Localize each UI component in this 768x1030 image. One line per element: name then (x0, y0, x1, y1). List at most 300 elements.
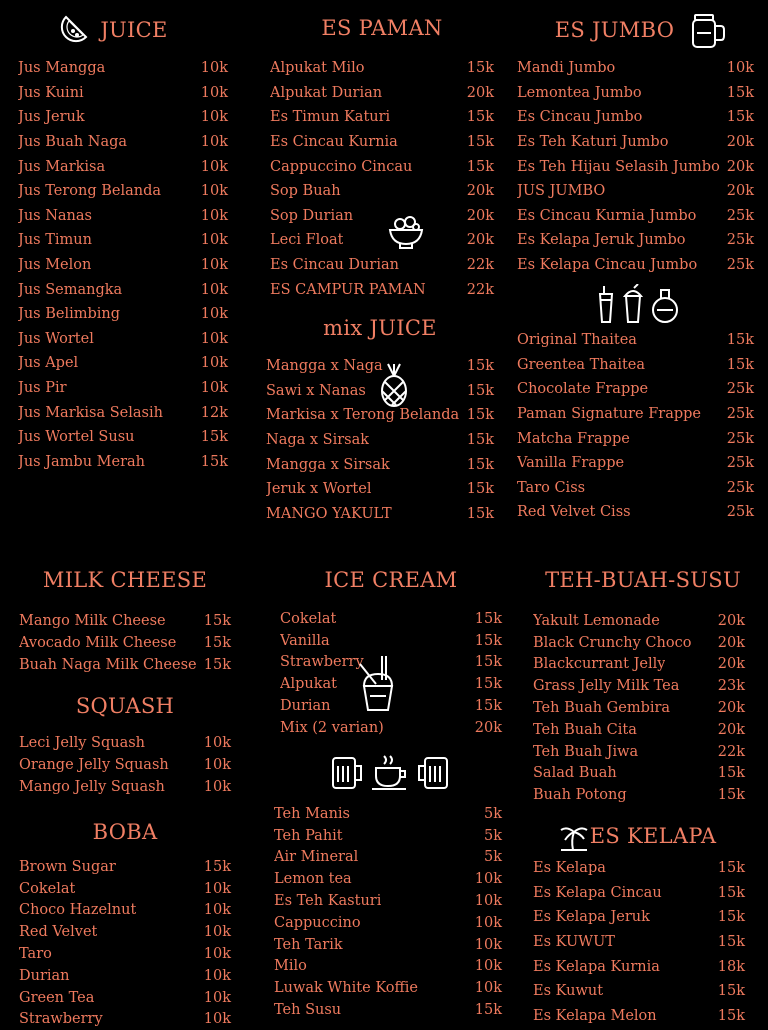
menu-item (18, 204, 228, 229)
menu-item-name: Orange Jelly Squash (19, 757, 169, 774)
menu-item (19, 965, 231, 987)
menu-item (533, 979, 745, 1004)
menu-item-name: Buah Potong (533, 787, 627, 804)
menu-item-name: Teh Susu (274, 1002, 342, 1019)
menu-item-name: Alpukat (280, 676, 337, 693)
menu-item-price: 25k (726, 430, 754, 447)
section-es-kelapa (533, 818, 745, 1024)
menu-item (270, 56, 494, 81)
menu-item-price: 25k (726, 381, 754, 398)
menu-item-name: Jus Jambu Merah (18, 453, 145, 470)
menu-item-name: Greentea Thaitea (517, 356, 646, 373)
menu-item (533, 784, 745, 806)
menu-item (517, 328, 754, 353)
menu-item-price: 20k (474, 719, 502, 736)
menu-item-name: Teh Buah Jiwa (533, 743, 639, 760)
milk-cheese-list (19, 610, 231, 677)
menu-item-name: Teh Buah Cita (533, 721, 637, 738)
menu-item-name: Jus Kuini (18, 84, 84, 101)
menu-item-name: Jus Semangka (18, 281, 123, 298)
menu-item-price: 15k (466, 456, 494, 473)
menu-item-name: Es Teh Hijau Selasih Jumbo (517, 158, 720, 175)
menu-item (18, 228, 228, 253)
menu-item-name: Jeruk x Wortel (266, 481, 372, 498)
menu-item-name: Es KUWUT (533, 934, 615, 951)
menu-item-price: 25k (726, 455, 754, 472)
menu-item-price: 25k (726, 257, 754, 274)
menu-item (18, 253, 228, 278)
menu-item (266, 502, 494, 527)
boba-list (19, 856, 231, 1030)
menu-item (517, 179, 754, 204)
menu-item-price: 10k (200, 330, 228, 347)
menu-item-price: 15k (466, 481, 494, 498)
menu-item-name: Jus Markisa Selasih (18, 404, 163, 421)
menu-item-name: Luwak White Koffie (274, 980, 419, 997)
menu-item-name: Es Kelapa Melon (533, 1007, 657, 1024)
section-es-jumbo (517, 10, 754, 280)
menu-item (270, 204, 494, 229)
menu-item-price: 22k (466, 257, 494, 274)
menu-item (280, 717, 502, 739)
menu-item-name: Strawberry (19, 1011, 103, 1028)
menu-item-price: 25k (726, 479, 754, 496)
juice-list (18, 56, 228, 474)
menu-item (517, 353, 754, 378)
menu-item-price: 15k (466, 382, 494, 399)
menu-item-price: 20k (717, 700, 745, 717)
menu-item-price: 15k (466, 60, 494, 77)
menu-item-name: Jus Belimbing (18, 306, 121, 323)
menu-item-name: Chocolate Frappe (517, 381, 649, 398)
mugs-icon (330, 754, 450, 792)
menu-item (18, 302, 228, 327)
menu-item-price: 10k (203, 924, 231, 941)
menu-item (18, 81, 228, 106)
section-ice-cream (280, 564, 502, 744)
menu-item (274, 868, 502, 890)
menu-item (533, 763, 745, 785)
menu-item-name: Durian (19, 967, 70, 984)
menu-item-price: 25k (726, 232, 754, 249)
menu-item-name: Sop Durian (270, 207, 354, 224)
menu-item (18, 400, 228, 425)
menu-item-name: Red Velvet (19, 924, 98, 941)
menu-item (270, 105, 494, 130)
menu-item-name: Taro Ciss (517, 479, 586, 496)
menu-item-price: 10k (200, 232, 228, 249)
menu-item-price: 12k (200, 404, 228, 421)
menu-item-name: Alpukat Durian (270, 84, 383, 101)
menu-item-name: Jus Timun (18, 232, 92, 249)
menu-item-price: 5k (483, 805, 502, 822)
section-squash (19, 690, 231, 800)
menu-item-price: 20k (466, 207, 494, 224)
menu-item-price: 15k (474, 632, 502, 649)
menu-item-price: 15k (466, 109, 494, 126)
menu-item-name: Es Timun Katuri (270, 109, 391, 126)
menu-item (266, 452, 494, 477)
menu-item-price: 15k (203, 635, 231, 652)
menu-item (19, 610, 231, 632)
menu-item-price: 15k (466, 432, 494, 449)
menu-item-price: 5k (483, 827, 502, 844)
menu-item-name: Salad Buah (533, 765, 617, 782)
squash-list (19, 732, 231, 799)
menu-item (266, 428, 494, 453)
menu-item-name: Mix (2 varian) (280, 719, 384, 736)
menu-item (533, 1004, 745, 1029)
menu-item-name: Jus Pir (18, 380, 67, 397)
menu-item (19, 943, 231, 965)
menu-item (18, 425, 228, 450)
menu-item-price: 10k (200, 134, 228, 151)
menu-item-price: 15k (203, 613, 231, 630)
menu-item-name: Jus Terong Belanda (18, 183, 162, 200)
menu-item-price: 10k (203, 902, 231, 919)
menu-item (19, 856, 231, 878)
menu-item-name: Naga x Sirsak (266, 432, 370, 449)
menu-item-price: 22k (717, 743, 745, 760)
menu-item-name: Es Kelapa Kurnia (533, 958, 660, 975)
menu-item-price: 10k (200, 306, 228, 323)
menu-item-price: 15k (717, 934, 745, 951)
menu-item-name: Durian (280, 698, 331, 715)
menu-item-name: Taro (19, 946, 52, 963)
menu-item (274, 803, 502, 825)
menu-item (517, 451, 754, 476)
menu-item-price: 15k (200, 429, 228, 446)
menu-item (533, 881, 745, 906)
menu-item-price: 22k (466, 281, 494, 298)
menu-item-name: Original Thaitea (517, 332, 637, 349)
menu-item-name: Air Mineral (274, 849, 359, 866)
menu-item-name: Jus Jeruk (18, 109, 85, 126)
menu-item (517, 500, 754, 525)
jar-icon (689, 13, 727, 49)
menu-item-price: 15k (466, 134, 494, 151)
menu-item (533, 654, 745, 676)
menu-item-name: Paman Signature Frappe (517, 406, 701, 423)
menu-item (18, 179, 228, 204)
menu-item-name: Es Kuwut (533, 983, 604, 1000)
menu-item-name: Mango Jelly Squash (19, 779, 165, 796)
menu-item-name: Buah Naga Milk Cheese (19, 657, 197, 674)
menu-item (517, 130, 754, 155)
menu-item-name: Blackcurrant Jelly (533, 656, 666, 673)
section-title-juice: JUICE (100, 18, 168, 42)
menu-item-name: Es Teh Kasturi (274, 893, 382, 910)
menu-item-price: 20k (726, 134, 754, 151)
menu-item (18, 277, 228, 302)
menu-item (19, 776, 231, 798)
section-boba (19, 816, 231, 1028)
menu-item-price: 20k (717, 612, 745, 629)
menu-item-price: 20k (717, 656, 745, 673)
menu-item (517, 476, 754, 501)
menu-item-price: 15k (474, 1002, 502, 1019)
menu-item-price: 20k (717, 721, 745, 738)
menu-item-name: Jus Markisa (18, 158, 106, 175)
menu-item-price: 15k (466, 407, 494, 424)
menu-item (19, 1009, 231, 1030)
menu-item-name: Mango Milk Cheese (19, 613, 166, 630)
menu-item (533, 719, 745, 741)
menu-item-name: Jus Mangga (18, 60, 106, 77)
menu-item-price: 10k (200, 183, 228, 200)
menu-item-price: 10k (200, 84, 228, 101)
section-juice (18, 10, 228, 480)
menu-item-price: 10k (203, 757, 231, 774)
menu-item (517, 426, 754, 451)
menu-item-name: Green Tea (19, 989, 95, 1006)
menu-item-price: 15k (466, 158, 494, 175)
menu-item-price: 10k (203, 779, 231, 796)
menu-item (274, 847, 502, 869)
menu-item-price: 10k (203, 735, 231, 752)
section-thaitea (517, 328, 754, 528)
menu-item-name: JUS JUMBO (517, 183, 606, 200)
menu-item-price: 10k (200, 207, 228, 224)
menu-item (19, 921, 231, 943)
menu-item-price: 15k (474, 610, 502, 627)
menu-item-name: Avocado Milk Cheese (19, 635, 177, 652)
menu-item-price: 25k (726, 406, 754, 423)
menu-item-name: MANGO YAKULT (266, 505, 392, 522)
menu-item (533, 954, 745, 979)
menu-item (274, 825, 502, 847)
menu-item-name: Jus Wortel (18, 330, 94, 347)
section-title-teh-buah-susu: TEH-BUAH-SUSU (545, 568, 741, 592)
menu-item (517, 56, 754, 81)
menu-item-price: 10k (200, 109, 228, 126)
es-jumbo-list (517, 56, 754, 277)
menu-item-name: Strawberry (280, 654, 364, 671)
menu-item-price: 10k (474, 936, 502, 953)
menu-item-name: Teh Manis (274, 805, 350, 822)
menu-item-price: 10k (203, 1011, 231, 1028)
menu-item-price: 10k (200, 380, 228, 397)
menu-item-price: 15k (717, 983, 745, 1000)
menu-item (19, 878, 231, 900)
menu-item (18, 130, 228, 155)
menu-item (517, 402, 754, 427)
hot-drinks-list (274, 803, 502, 1021)
menu-item-price: 10k (474, 980, 502, 997)
menu-item-price: 5k (483, 849, 502, 866)
menu-item-name: Es Kelapa Jeruk Jumbo (517, 232, 686, 249)
menu-item-name: Jus Nanas (18, 207, 92, 224)
menu-item (533, 610, 745, 632)
menu-item-name: Es Kelapa Jeruk (533, 909, 650, 926)
menu-item (533, 741, 745, 763)
menu-item (266, 477, 494, 502)
thaitea-list (517, 328, 754, 525)
menu-item-name: Leci Jelly Squash (19, 735, 146, 752)
menu-item (517, 105, 754, 130)
menu-item-name: Mangga x Sirsak (266, 456, 390, 473)
menu-item (18, 154, 228, 179)
menu-item-name: Milo (274, 958, 307, 975)
section-es-paman (270, 10, 494, 300)
menu-item-name: Teh Pahit (274, 827, 343, 844)
menu-item (18, 105, 228, 130)
menu-item-price: 20k (726, 183, 754, 200)
menu-item-price: 10k (200, 355, 228, 372)
menu-item-name: Jus Apel (18, 355, 79, 372)
section-milk-cheese (19, 564, 231, 684)
menu-item-price: 15k (717, 909, 745, 926)
section-hot-drinks (274, 803, 502, 1024)
menu-item (18, 56, 228, 81)
menu-item (19, 987, 231, 1009)
menu-item (517, 377, 754, 402)
menu-item (274, 977, 502, 999)
menu-item-name: Brown Sugar (19, 858, 116, 875)
menu-item (270, 277, 494, 302)
menu-item (517, 204, 754, 229)
menu-item (274, 934, 502, 956)
ice-cream-cup-icon (356, 656, 400, 712)
menu-item-name: Es Cincau Kurnia Jumbo (517, 207, 697, 224)
menu-item-name: Yakult Lemonade (533, 612, 660, 629)
menu-item-price: 20k (466, 84, 494, 101)
menu-item-name: Lemontea Jumbo (517, 84, 642, 101)
menu-item-name: Grass Jelly Milk Tea (533, 678, 680, 695)
menu-item (270, 130, 494, 155)
section-title-boba: BOBA (92, 820, 158, 844)
menu-item (274, 890, 502, 912)
menu-item-name: Vanilla Frappe (517, 455, 625, 472)
menu-item-price: 15k (726, 84, 754, 101)
menu-item-price: 15k (203, 657, 231, 674)
menu-item-price: 15k (466, 358, 494, 375)
menu-item (517, 81, 754, 106)
menu-item-price: 15k (717, 884, 745, 901)
menu-item-name: Es Kelapa Cincau Jumbo (517, 257, 698, 274)
menu-item-name: Es Cincau Jumbo (517, 109, 643, 126)
menu-item-price: 10k (200, 60, 228, 77)
drinks-icon (596, 284, 680, 324)
menu-item-price: 18k (717, 958, 745, 975)
menu-item (280, 608, 502, 630)
menu-item-price: 10k (200, 257, 228, 274)
menu-item-name: Jus Melon (18, 257, 92, 274)
section-title-es-kelapa: ES KELAPA (589, 824, 717, 848)
menu-item-price: 10k (200, 281, 228, 298)
es-kelapa-list (533, 856, 745, 1028)
menu-item-price: 20k (726, 158, 754, 175)
menu-item-price: 10k (726, 60, 754, 77)
menu-item-price: 15k (200, 453, 228, 470)
menu-item (533, 697, 745, 719)
menu-item-name: Vanilla (280, 632, 330, 649)
menu-item (19, 732, 231, 754)
menu-item-price: 10k (203, 989, 231, 1006)
menu-item-price: 20k (466, 232, 494, 249)
menu-item-name: Es Teh Katuri Jumbo (517, 134, 669, 151)
section-teh-buah-susu (533, 564, 745, 814)
menu-item-price: 10k (203, 967, 231, 984)
menu-item (19, 632, 231, 654)
menu-item-name: Matcha Frappe (517, 430, 630, 447)
menu-item-price: 25k (726, 504, 754, 521)
menu-item (270, 228, 494, 253)
menu-item (274, 999, 502, 1021)
menu-item-name: Cappuccino Cincau (270, 158, 413, 175)
section-title-milk-cheese: MILK CHEESE (42, 568, 208, 592)
menu-item-price: 15k (717, 787, 745, 804)
menu-item-name: Es Kelapa Cincau (533, 884, 662, 901)
menu-item (19, 754, 231, 776)
menu-item (270, 253, 494, 278)
section-title-squash: SQUASH (75, 694, 175, 718)
menu-item-price: 15k (726, 332, 754, 349)
menu-item-name: Markisa x Terong Belanda (266, 407, 460, 424)
menu-item-price: 15k (474, 654, 502, 671)
menu-item-price: 10k (474, 958, 502, 975)
menu-item-name: Jus Wortel Susu (18, 429, 135, 446)
menu-item-price: 15k (717, 860, 745, 877)
pineapple-icon (376, 362, 412, 408)
menu-item-name: Choco Hazelnut (19, 902, 137, 919)
menu-item-name: Es Kelapa (533, 860, 606, 877)
menu-item-price: 15k (726, 109, 754, 126)
section-title-es-jumbo: ES JUMBO (554, 18, 675, 42)
menu-item-name: Teh Buah Gembira (533, 700, 671, 717)
menu-item (270, 154, 494, 179)
menu-item-name: Lemon tea (274, 871, 352, 888)
menu-item (18, 327, 228, 352)
section-title-es-paman: ES PAMAN (321, 16, 443, 40)
menu-item-name: Black Crunchy Choco (533, 634, 692, 651)
menu-item-name: Sop Buah (270, 183, 341, 200)
menu-item-price: 20k (466, 183, 494, 200)
menu-item-name: Mangga x Naga (266, 358, 383, 375)
menu-item (18, 450, 228, 475)
menu-item (533, 856, 745, 881)
menu-item-price: 15k (717, 1007, 745, 1024)
menu-item (18, 351, 228, 376)
menu-item-price: 15k (474, 676, 502, 693)
menu-item-name: Leci Float (270, 232, 344, 249)
menu-item (19, 654, 231, 676)
menu-item-name: Cokelat (19, 880, 76, 897)
menu-item (270, 179, 494, 204)
menu-item-price: 10k (203, 880, 231, 897)
menu-item-price: 15k (474, 698, 502, 715)
menu-item-price: 15k (203, 858, 231, 875)
menu-item (274, 912, 502, 934)
menu-item-name: ES CAMPUR PAMAN (270, 281, 426, 298)
menu-item-name: Mandi Jumbo (517, 60, 616, 77)
menu-item-price: 15k (717, 765, 745, 782)
menu-item (533, 675, 745, 697)
menu-item-name: Jus Buah Naga (18, 134, 128, 151)
teh-buah-susu-list (533, 610, 745, 806)
menu-item (533, 632, 745, 654)
menu-item-name: Cappuccino (274, 914, 361, 931)
menu-item (18, 376, 228, 401)
menu-item-name: Sawi x Nanas (266, 382, 366, 399)
menu-item-name: Cokelat (280, 610, 337, 627)
menu-item-name: Es Cincau Durian (270, 257, 399, 274)
menu-item (533, 905, 745, 930)
menu-item-name: Alpukat Milo (270, 60, 365, 77)
menu-item (517, 154, 754, 179)
menu-item-price: 15k (726, 356, 754, 373)
menu-item-name: Es Cincau Kurnia (270, 134, 398, 151)
